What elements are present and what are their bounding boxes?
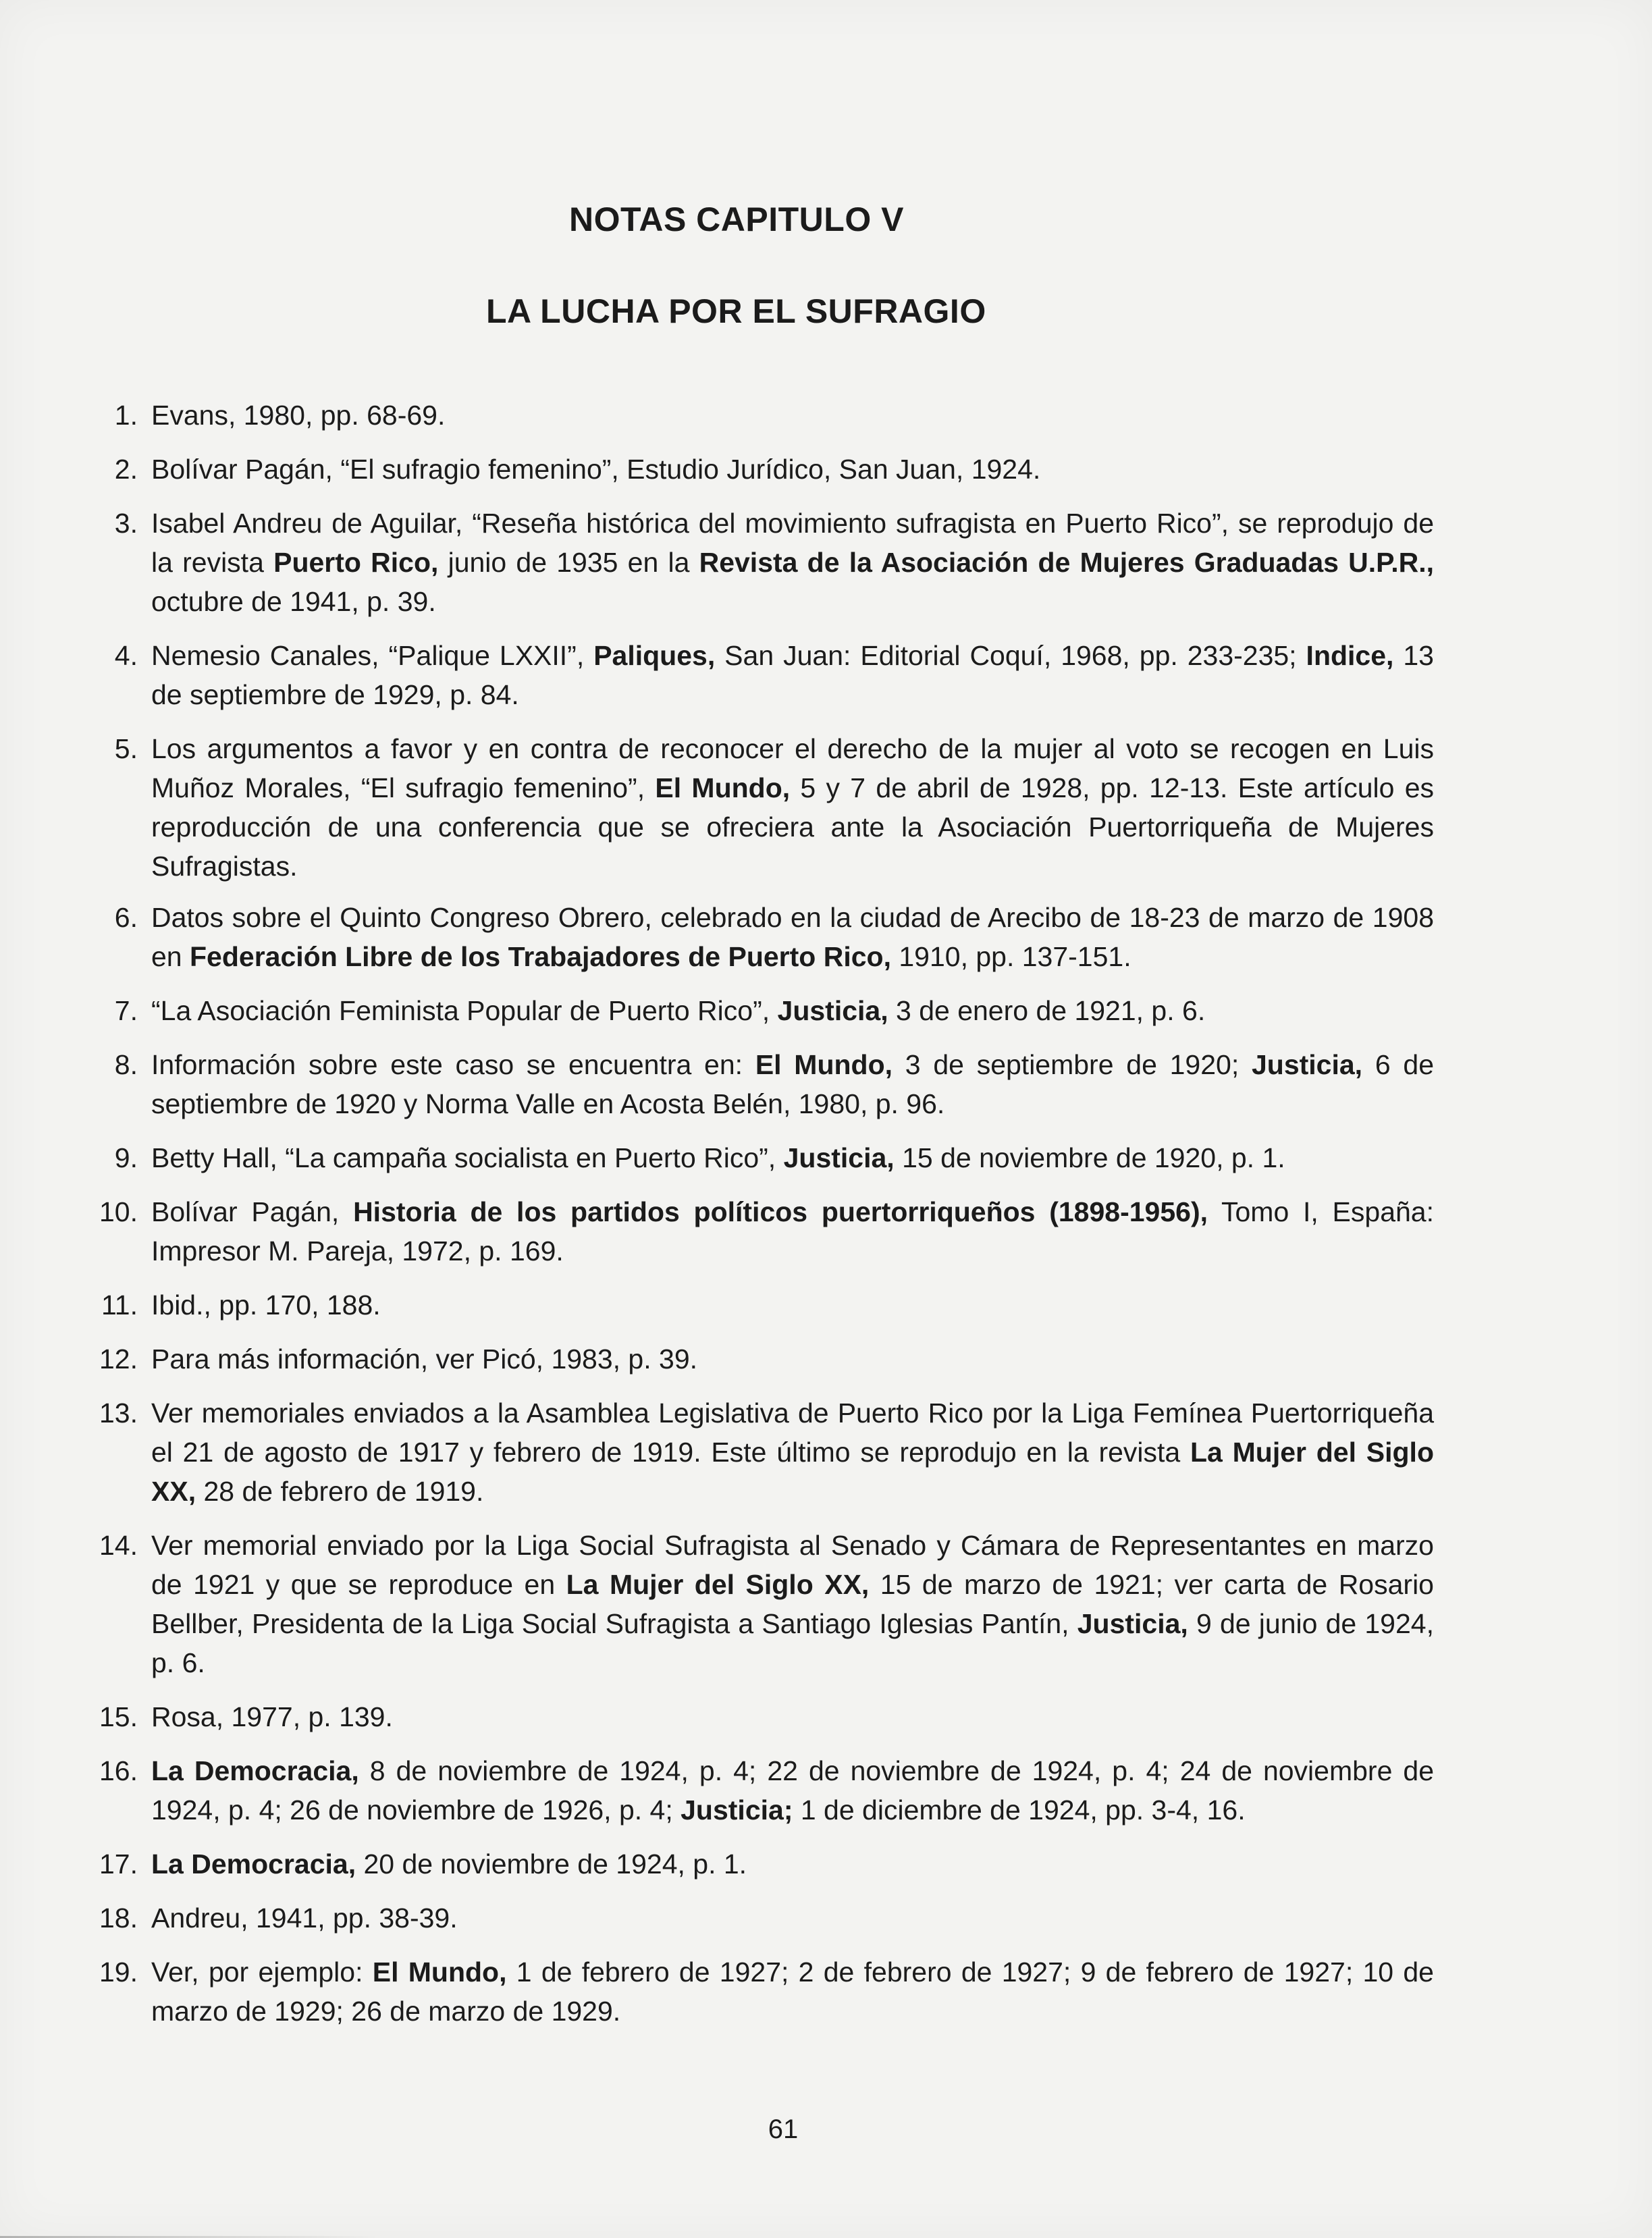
note-text [151,454,1040,485]
note-number: 4. [114,640,138,671]
note-text [151,1530,1434,1678]
note-segment: 20 de noviembre de 1924, p. 1. [356,1848,747,1880]
note-segment: 9 de junio de 1924, p. 6. [151,1608,1434,1678]
note-number: 3. [114,508,138,539]
note-number: 6. [114,902,138,933]
note-bold-segment: El Mundo, [372,1956,507,1988]
note-number: 1. [114,400,138,431]
note-segment: 15 de marzo de 1921; ver carta de Rosario Bellber, Presidenta de la Liga Social Sufragista a Santiago Iglesias Pantín, [151,1569,1434,1639]
note-item [0,1898,1652,1938]
note-item [0,1339,1652,1379]
note-bold-segment: Puerto Rico, [273,547,439,578]
note-segment: San Juan: Editorial Coquí, 1968, pp. 233-235; [715,640,1306,671]
note-text [151,1049,1434,1119]
note-text [151,1848,747,1880]
note-number: 15. [99,1701,138,1732]
note-segment: Andreu, 1941, pp. 38-39. [151,1902,458,1934]
note-bold-segment: Federación Libre de los Trabajadores de Puerto Rico, [190,941,891,972]
page-number: 61 [768,2114,799,2144]
note-item [0,450,1652,489]
note-item [0,1526,1652,1682]
note-bold-segment: La Democracia, [151,1755,359,1786]
note-item [0,729,1652,886]
note-number: 8. [114,1049,138,1080]
note-segment: Bolívar Pagán, “El sufragio femenino”, Estudio Jurídico, San Juan, 1924. [151,454,1041,485]
note-number: 17. [99,1848,138,1880]
note-item [0,636,1652,714]
note-segment: 3 de septiembre de 1920; [892,1049,1252,1080]
note-number: 5. [114,733,138,764]
note-item [0,396,1652,435]
note-number: 7. [114,995,138,1026]
note-number: 2. [114,454,138,485]
note-segment: 3 de enero de 1921, p. 6. [888,995,1206,1026]
note-item [0,1393,1652,1511]
note-bold-segment: Justicia, [777,995,888,1026]
note-item [0,1285,1652,1325]
note-item [0,991,1652,1030]
note-text [151,640,1434,710]
note-segment: 8 de noviembre de 1924, p. 4; 22 de noviembre de 1924, p. 4; 24 de noviembre de 1924, p. 4; 26 de noviembre de 1926, p. 4; [151,1755,1434,1826]
note-item [0,898,1652,976]
note-bold-segment: La Mujer del Siglo XX, [566,1569,870,1600]
note-text [151,1701,393,1732]
note-segment: Bolívar Pagán, [151,1196,354,1227]
note-text [151,1343,697,1375]
note-number: 9. [114,1142,138,1173]
notes-list [0,396,1652,2031]
note-segment: Betty Hall, “La campaña socialista en Puerto Rico”, [151,1142,784,1173]
note-segment: Nemesio Canales, “Palique LXXII”, [151,640,594,671]
note-item [0,1952,1652,2031]
note-segment: Los argumentos a favor y en contra de reconocer el derecho de la mujer al voto se recogen en Luis Muñoz Morales, “El sufragio femenino”, [151,733,1434,803]
note-segment: 1 de diciembre de 1924, pp. 3-4, 16. [793,1794,1246,1826]
note-bold-segment: El Mundo, [755,1049,893,1080]
note-item [0,504,1652,621]
note-segment: Rosa, 1977, p. 139. [151,1701,393,1732]
note-segment: 13 de septiembre de 1929, p. 84. [151,640,1434,710]
note-bold-segment: La Democracia, [151,1848,356,1880]
note-bold-segment: Indice, [1306,640,1394,671]
note-bold-segment: Justicia, [783,1142,895,1173]
note-segment: 6 de septiembre de 1920 y Norma Valle en Acosta Belén, 1980, p. 96. [151,1049,1434,1119]
note-segment: Ver memorial enviado por la Liga Social Sufragista al Senado y Cámara de Representantes en marzo de 1921 y que se reproduce en [151,1530,1434,1600]
note-bold-segment: Historia de los partidos políticos puertorriqueños (1898-1956), [353,1196,1208,1227]
note-text [151,902,1434,972]
note-text [151,733,1434,882]
note-segment: 28 de febrero de 1919. [196,1476,484,1507]
note-number: 12. [99,1343,138,1375]
note-bold-segment: Justicia, [1077,1608,1188,1639]
note-number: 18. [99,1902,138,1934]
note-segment: 1910, pp. 137-151. [890,941,1131,972]
note-number: 10. [99,1196,138,1227]
note-bold-segment: Justicia, [1251,1049,1363,1080]
note-text [151,1142,1285,1173]
note-bold-segment: Revista de la Asociación de Mujeres Graduadas U.P.R., [699,547,1434,578]
chapter-title: NOTAS CAPITULO V [569,201,904,238]
note-text [151,508,1434,617]
note-text [151,1397,1434,1507]
chapter-subtitle: LA LUCHA POR EL SUFRAGIO [486,292,986,330]
note-bold-segment: Paliques, [593,640,716,671]
note-segment: Datos sobre el Quinto Congreso Obrero, celebrado en la ciudad de Arecibo de 18-23 de marzo de 1908 en [151,902,1434,972]
note-text [151,1289,381,1321]
note-text [151,1755,1434,1826]
note-text [151,1196,1434,1267]
note-number: 14. [99,1530,138,1561]
note-segment: junio de 1935 en la [438,547,699,578]
note-bold-segment: Justicia; [681,1794,793,1826]
note-segment: Evans, 1980, pp. 68-69. [151,400,446,431]
note-item [0,1844,1652,1884]
note-segment: 5 y 7 de abril de 1928, pp. 12-13. Este artículo es reproducción de una conferencia que se ofreciera ante la Asociación Puertorriqueña de Mujeres Sufragistas. [151,772,1434,882]
note-segment: 15 de noviembre de 1920, p. 1. [894,1142,1285,1173]
note-segment: 1 de febrero de 1927; 2 de febrero de 1927; 9 de febrero de 1927; 10 de marzo de 1929; 26 de marzo de 1929. [151,1956,1434,2027]
note-item [0,1751,1652,1830]
note-number: 11. [101,1289,138,1321]
note-segment: “La Asociación Feminista Popular de Puerto Rico”, [151,995,778,1026]
note-segment: Isabel Andreu de Aguilar, “Reseña histórica del movimiento sufragista en Puerto Rico”, se reprodujo de la revista [151,508,1434,578]
note-item [0,1045,1652,1123]
note-bold-segment: La Mujer del Siglo XX, [151,1437,1434,1507]
note-number: 13. [99,1397,138,1429]
note-item [0,1192,1652,1271]
note-segment: Ver memoriales enviados a la Asamblea Legislativa de Puerto Rico por la Liga Femínea Puertorriqueña el 21 de agosto de 1917 y febrero de 1919. Este último se reprodujo en la revista [151,1397,1434,1468]
note-segment: Para más información, ver Picó, 1983, p. 39. [151,1343,698,1375]
note-text [151,400,445,431]
note-number: 16. [99,1755,138,1786]
note-item [0,1138,1652,1177]
note-segment: Tomo I, España: Impresor M. Pareja, 1972, p. 169. [151,1196,1434,1267]
note-text [151,995,1205,1026]
note-text [151,1956,1434,2027]
note-text [151,1902,458,1934]
note-segment: Ver, por ejemplo: [151,1956,373,1988]
note-segment: octubre de 1941, p. 39. [151,586,436,617]
note-item [0,1697,1652,1736]
note-number: 19. [99,1956,138,1988]
note-bold-segment: El Mundo, [655,772,791,803]
note-segment: Ibid., pp. 170, 188. [151,1289,381,1321]
note-segment: Información sobre este caso se encuentra en: [151,1049,755,1080]
